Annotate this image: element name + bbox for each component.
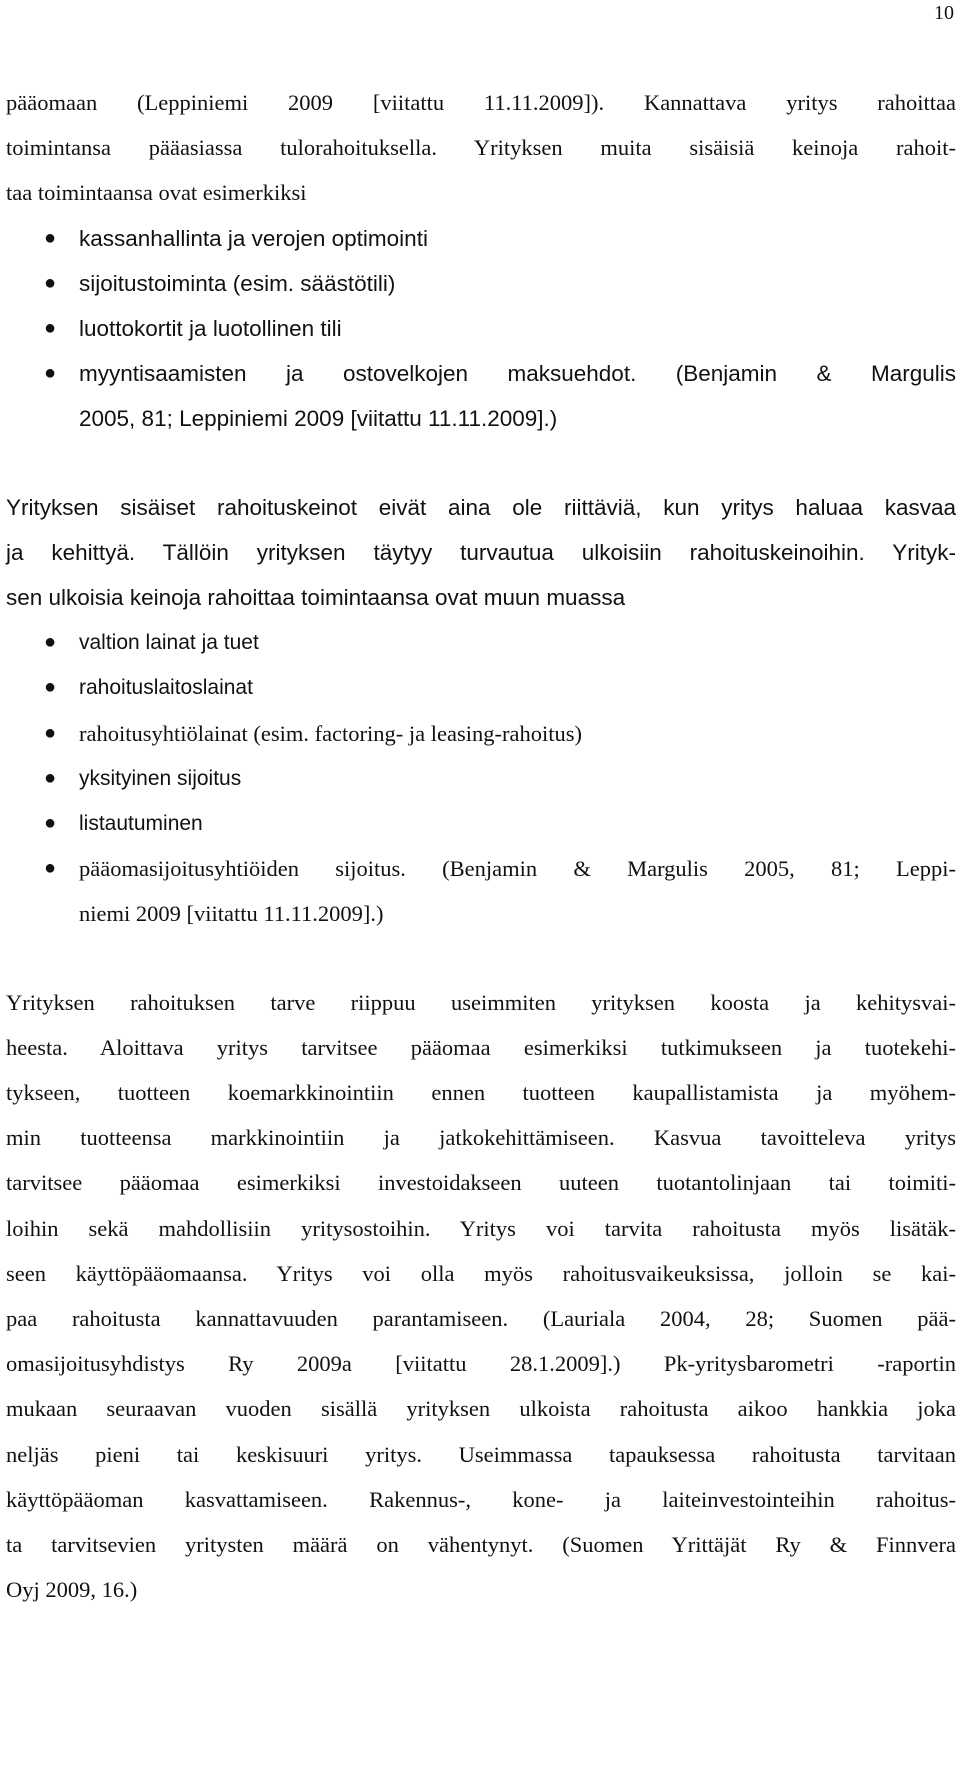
list-item — [6, 756, 956, 801]
bullet-list-external — [6, 620, 956, 936]
list-item — [6, 846, 956, 891]
list-item — [6, 620, 956, 665]
bullet-icon: ● — [44, 271, 57, 294]
text-line: toimintansa pääasiassa tulorahoituksella. Yrityksen muita sisäisiä keinoja rahoit- — [6, 135, 956, 161]
text-line: tarvitsee pääomaa esimerkiksi investoidakseen uuteen tuotantolinjaan tai toimiti- — [6, 1170, 956, 1196]
list-item — [6, 216, 956, 261]
text-line: taa toimintaansa ovat esimerkiksi — [6, 180, 307, 206]
text-line: min tuotteensa markkinointiin ja jatkokehittämiseen. Kasvua tavoitteleva yritys — [6, 1125, 956, 1151]
list-item-text: pääomasijoitusyhtiöiden sijoitus. (Benjamin & Margulis 2005, 81; Leppi- — [79, 856, 956, 882]
list-item-text: sijoitustoiminta (esim. säästötili) — [79, 270, 396, 296]
list-item-text: yksityinen sijoitus — [79, 766, 242, 790]
list-item-continuation: 2005, 81; Leppiniemi 2009 [viitattu 11.11.2009].) — [79, 406, 558, 432]
page-number: 10 — [934, 2, 954, 24]
text-line: heesta. Aloittava yritys tarvitsee pääomaa esimerkiksi tutkimukseen ja tuotekehi- — [6, 1034, 956, 1060]
text-line: sen ulkoisia keinoja rahoittaa toimintaansa ovat muun muassa — [6, 585, 626, 611]
list-item — [6, 665, 956, 710]
paragraph-external-financing — [6, 485, 956, 621]
bullet-icon: ● — [44, 721, 57, 744]
list-item-text: kassanhallinta ja verojen optimointi — [79, 225, 428, 251]
bullet-icon: ● — [44, 766, 57, 789]
paragraph-financing-needs — [6, 980, 956, 1613]
text-line: mukaan seuraavan vuoden sisällä yrityksen ulkoista rahoitusta aikoo hankkia joka — [6, 1396, 956, 1422]
list-item — [6, 306, 956, 351]
bullet-icon: ● — [44, 812, 57, 835]
list-item-text: luottokortit ja luotollinen tili — [79, 316, 342, 342]
bullet-list-internal — [6, 216, 956, 442]
list-item — [6, 711, 956, 756]
list-item — [6, 801, 956, 846]
text-line: seen käyttöpääomaansa. Yritys voi olla myös rahoitusvaikeuksissa, jolloin se kai- — [6, 1260, 956, 1286]
text-line: ta tarvitsevien yritysten määrä on vähentynyt. (Suomen Yrittäjät Ry & Finnvera — [6, 1532, 956, 1558]
list-item-text: rahoitusyhtiölainat (esim. factoring- ja leasing-rahoitus) — [79, 720, 582, 746]
bullet-icon: ● — [44, 362, 57, 385]
text-line: Yrityksen rahoituksen tarve riippuu useimmiten yrityksen koosta ja kehitysvai- — [6, 989, 956, 1015]
paragraph-internal-financing — [6, 80, 956, 216]
list-item — [6, 261, 956, 306]
bullet-icon: ● — [44, 226, 57, 249]
list-item — [6, 351, 956, 396]
text-line: käyttöpääoman kasvattamiseen. Rakennus-, kone- ja laiteinvestointeihin rahoitus- — [6, 1486, 956, 1512]
text-line: Oyj 2009, 16.) — [6, 1577, 138, 1603]
text-line: omasijoitusyhdistys Ry 2009a [viitattu 28.1.2009].) Pk-yritysbarometri -raportin — [6, 1351, 956, 1377]
list-item-text: valtion lainat ja tuet — [79, 631, 259, 655]
bullet-icon: ● — [44, 631, 57, 654]
list-item-continuation: niemi 2009 [viitattu 11.11.2009].) — [79, 901, 384, 927]
text-line: ja kehittyä. Tällöin yrityksen täytyy turvautua ulkoisiin rahoituskeinoihin. Yrityk- — [6, 539, 956, 565]
document-body — [6, 80, 956, 1613]
text-line: pääomaan (Leppiniemi 2009 [viitattu 11.11.2009]). Kannattava yritys rahoittaa — [6, 90, 956, 115]
bullet-icon: ● — [44, 317, 57, 340]
list-item-text: myyntisaamisten ja ostovelkojen maksuehdot. (Benjamin & Margulis — [79, 361, 956, 387]
text-line: loihin sekä mahdollisiin yritysostoihin. Yritys voi tarvita rahoitusta myös lisätäk- — [6, 1215, 956, 1241]
list-item-text: listautuminen — [79, 812, 203, 836]
list-item-text: rahoituslaitoslainat — [79, 676, 253, 700]
text-line: neljäs pieni tai keskisuuri yritys. Useimmassa tapauksessa rahoitusta tarvitaan — [6, 1441, 956, 1467]
text-line: tykseen, tuotteen koemarkkinointiin ennen tuotteen kaupallistamista ja myöhem- — [6, 1080, 956, 1106]
bullet-icon: ● — [44, 857, 57, 880]
text-line: Yrityksen sisäiset rahoituskeinot eivät aina ole riittäviä, kun yritys haluaa kasvaa — [6, 494, 956, 520]
text-line: paa rahoitusta kannattavuuden parantamiseen. (Lauriala 2004, 28; Suomen pää- — [6, 1306, 956, 1332]
bullet-icon: ● — [44, 676, 57, 699]
